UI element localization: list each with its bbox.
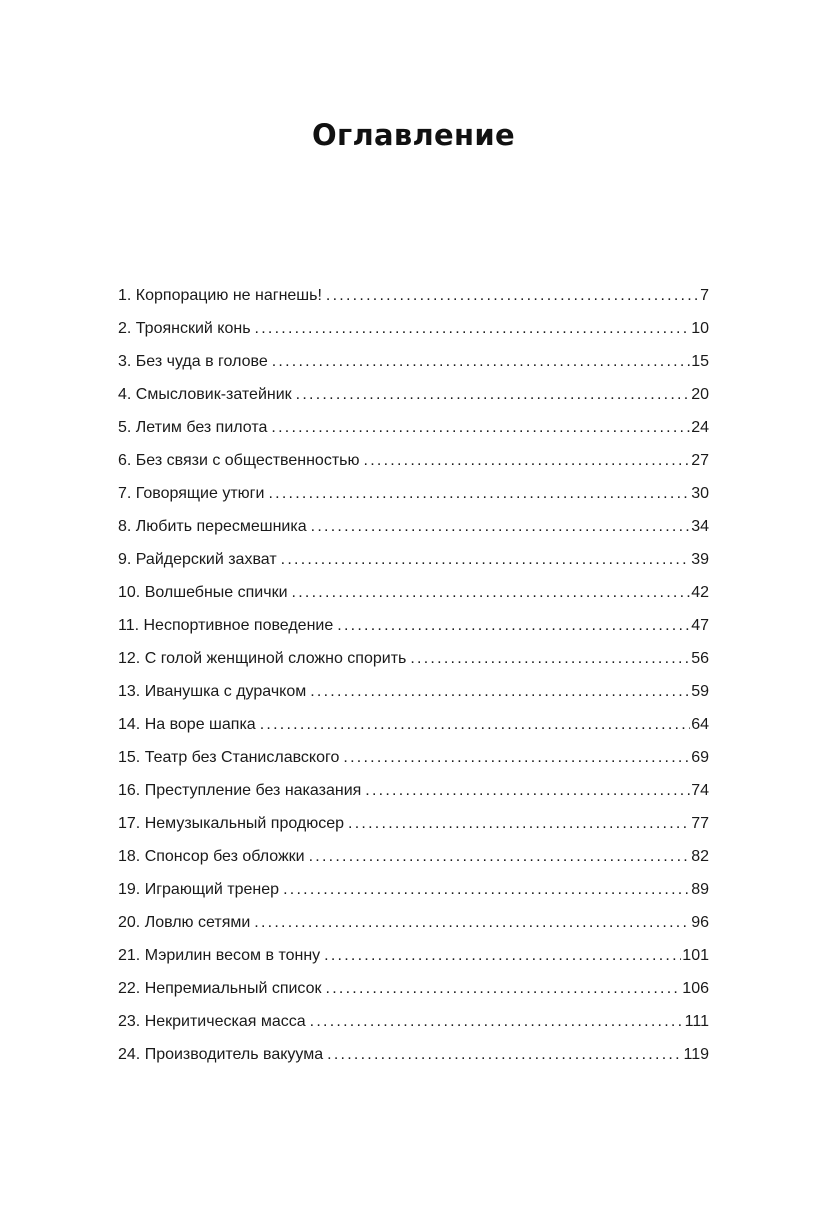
toc-entry-page: 96 [691,914,709,931]
toc-leader-dots [272,349,690,375]
toc-leader-dots [311,514,691,540]
toc-entry[interactable] [118,679,709,712]
toc-entry-page: 89 [691,881,709,898]
toc-entry-page: 47 [691,617,709,634]
toc-entry[interactable] [118,283,709,316]
toc-entry-title: 6. Без связи с общественностью [118,452,360,469]
page-title: Оглавление [312,118,515,152]
toc-leader-dots [310,679,690,705]
toc-entry-title: 1. Корпорацию не нагнешь! [118,287,322,304]
toc-entry[interactable] [118,910,709,943]
toc-leader-dots [364,448,691,474]
toc-entry-title: 16. Преступление без наказания [118,782,362,799]
toc-entry-title: 23. Некритическая масса [118,1013,306,1030]
toc-entry[interactable] [118,481,709,514]
toc-entry-title: 17. Немузыкальный продюсер [118,815,345,832]
toc-leader-dots [310,1009,684,1035]
toc-leader-dots [271,415,690,441]
toc-entry[interactable] [118,382,709,415]
toc-entry[interactable] [118,745,709,778]
toc-entry-page: 7 [700,287,709,304]
toc-leader-dots [283,877,690,903]
toc-entry-page: 34 [691,518,709,535]
toc-entry-page: 119 [683,1046,709,1063]
toc-entry[interactable] [118,316,709,349]
toc-entry-title: 7. Говорящие утюги [118,485,265,502]
toc-entry-title: 10. Волшебные спички [118,584,288,601]
toc-leader-dots [268,481,690,507]
toc-entry-page: 30 [691,485,709,502]
toc-entry-title: 5. Летим без пилота [118,419,268,436]
toc-leader-dots [292,580,691,606]
toc-leader-dots [337,613,690,639]
toc-entry-page: 64 [691,716,709,733]
toc-leader-dots [343,745,690,771]
toc-entry-page: 56 [691,650,709,667]
toc-entry-page: 111 [684,1013,709,1030]
toc-entry-title: 12. С голой женщиной сложно спорить [118,650,407,667]
toc-entry-page: 24 [691,419,709,436]
toc-entry[interactable] [118,646,709,679]
toc-entry[interactable] [118,877,709,910]
toc-entry-title: 9. Райдерский захват [118,551,277,568]
toc-entry-title: 22. Непремиальный список [118,980,322,997]
toc-entry[interactable] [118,712,709,745]
toc-entry-title: 4. Смысловик-затейник [118,386,292,403]
toc-entry-page: 42 [691,584,709,601]
toc-entry[interactable] [118,943,709,976]
toc-entry-page: 82 [691,848,709,865]
toc-entry-page: 27 [691,452,709,469]
toc-entry-title: 14. На воре шапка [118,716,256,733]
toc-entry[interactable] [118,580,709,613]
toc-leader-dots [255,316,691,342]
toc-entry-title: 13. Иванушка с дурачком [118,683,307,700]
toc-entry-title: 21. Мэрилин весом в тонну [118,947,321,964]
toc-entry-page: 20 [691,386,709,403]
toc-entry-page: 74 [691,782,709,799]
toc-leader-dots [260,712,691,738]
toc-entry-title: 15. Театр без Станиславского [118,749,340,766]
toc-entry-page: 59 [691,683,709,700]
toc-entry-page: 69 [691,749,709,766]
toc-entry-page: 15 [691,353,709,370]
toc-entry-page: 101 [682,947,709,964]
toc-leader-dots [410,646,690,672]
toc-leader-dots [281,547,691,573]
toc-entry-title: 19. Играющий тренер [118,881,280,898]
toc-entry-title: 2. Троянский конь [118,320,251,337]
toc-entry[interactable] [118,844,709,877]
toc-leader-dots [326,976,682,1002]
toc-leader-dots [309,844,691,870]
toc-leader-dots [365,778,690,804]
toc-entry-title: 11. Неспортивное поведение [118,617,334,634]
toc-entry[interactable] [118,448,709,481]
toc-entry-title: 8. Любить пересмешника [118,518,307,535]
toc-entry[interactable] [118,415,709,448]
toc-entry[interactable] [118,349,709,382]
toc-leader-dots [326,283,699,309]
toc-entry-title: 20. Ловлю сетями [118,914,251,931]
toc-entry-title: 3. Без чуда в голове [118,353,268,370]
toc-entry-page: 39 [691,551,709,568]
toc-entry-title: 24. Производитель вакуума [118,1046,324,1063]
toc-entry-title: 18. Спонсор без обложки [118,848,305,865]
toc-entry-page: 10 [691,320,709,337]
toc-entry[interactable] [118,1042,709,1075]
toc-leader-dots [296,382,691,408]
toc-entry[interactable] [118,811,709,844]
toc-entry[interactable] [118,547,709,580]
toc-entry[interactable] [118,613,709,646]
toc-entry[interactable] [118,976,709,1009]
toc-entry-page: 106 [682,980,709,997]
toc-entry-page: 77 [691,815,709,832]
toc-leader-dots [327,1042,682,1068]
toc-entry[interactable] [118,514,709,547]
toc-entry[interactable] [118,1009,709,1042]
toc-entry[interactable] [118,778,709,811]
toc-leader-dots [254,910,690,936]
toc-leader-dots [324,943,681,969]
toc-leader-dots [348,811,690,837]
table-of-contents [118,283,709,1075]
